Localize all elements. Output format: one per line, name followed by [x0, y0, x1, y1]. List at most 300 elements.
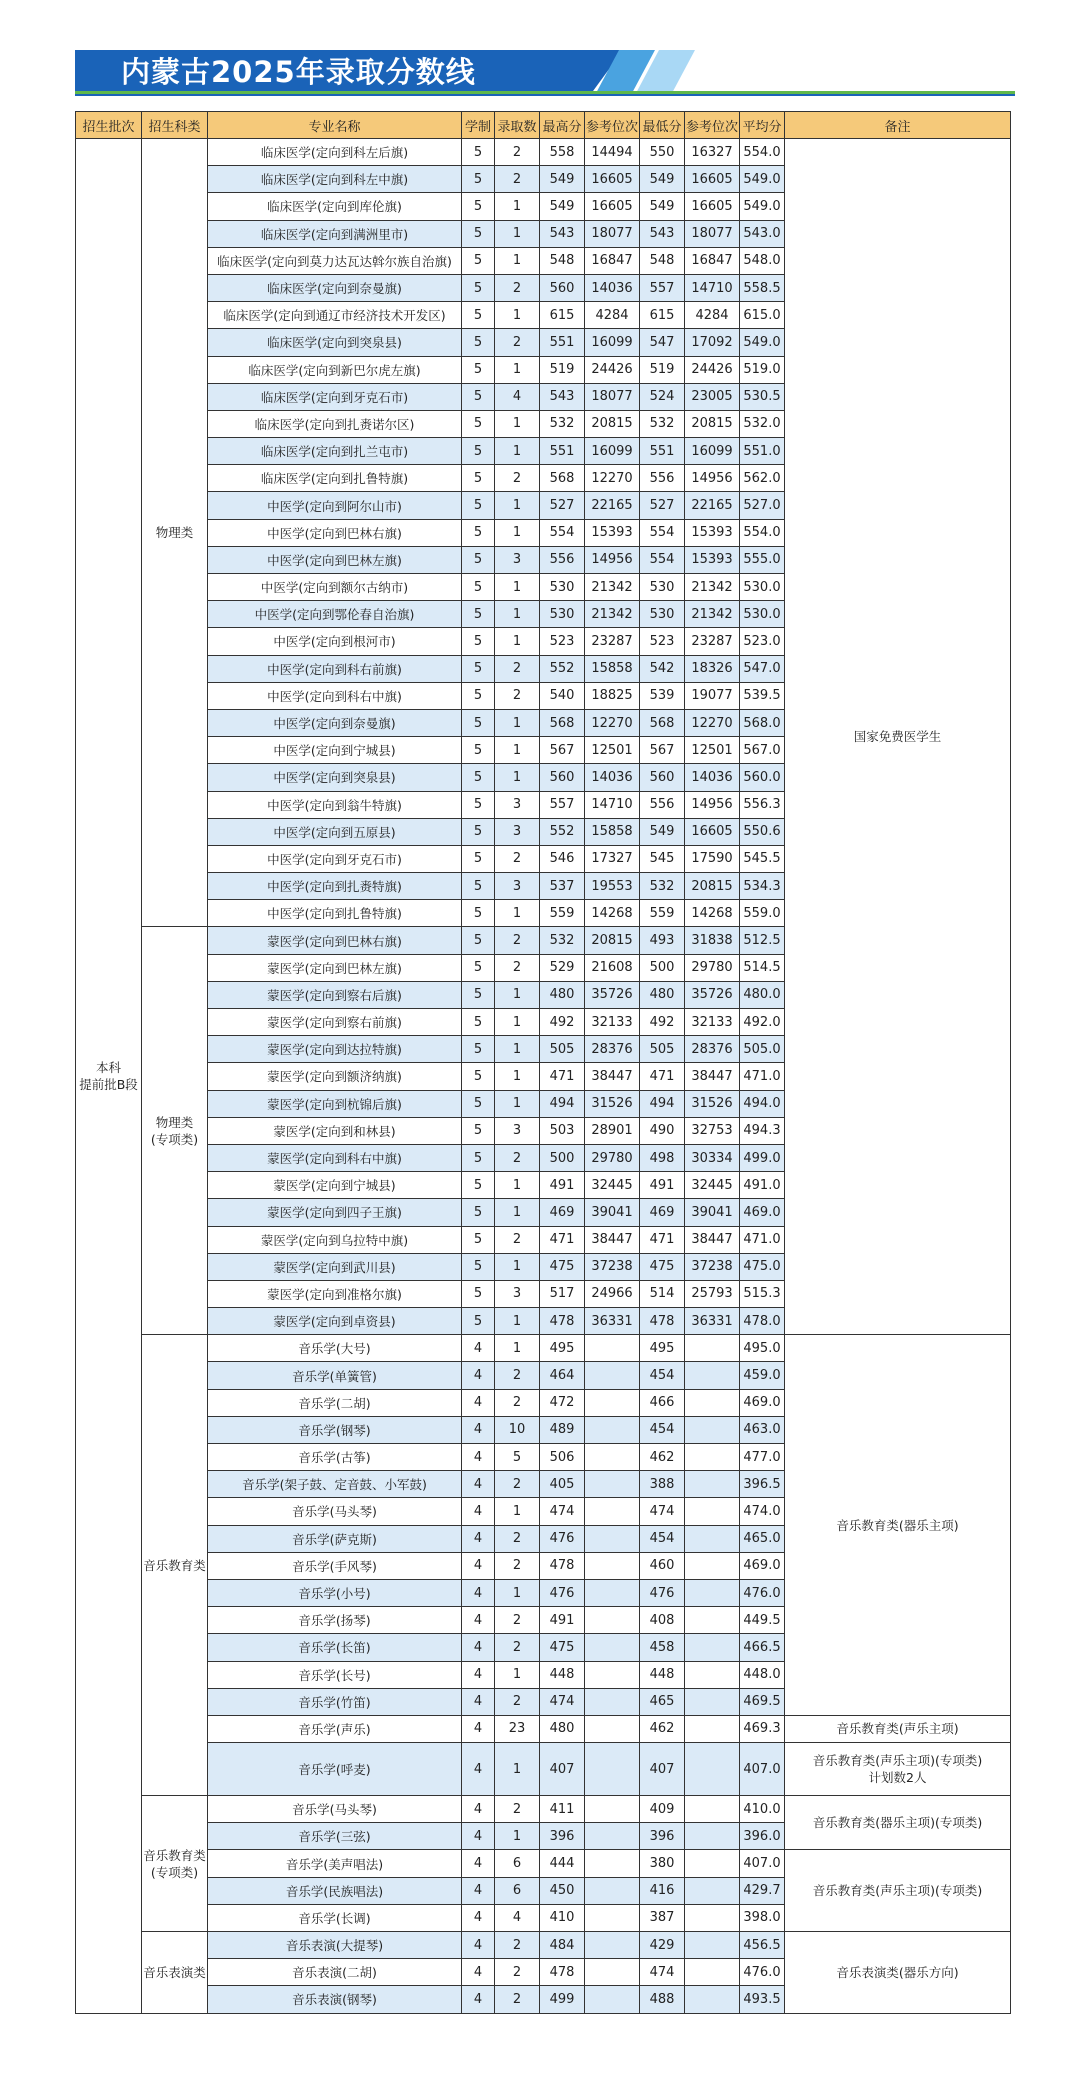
duration: 5 — [462, 601, 495, 628]
max-score: 552 — [540, 655, 585, 682]
duration: 4 — [462, 1579, 495, 1606]
min-score-rank — [685, 1579, 740, 1606]
max-score: 475 — [540, 1634, 585, 1661]
max-score: 560 — [540, 764, 585, 791]
table-row — [76, 1335, 1011, 1362]
min-score-rank — [685, 1688, 740, 1715]
major-name: 临床医学(定向到奈曼旗) — [208, 274, 462, 301]
admitted-count: 1 — [495, 1823, 540, 1850]
admitted-count: 1 — [495, 764, 540, 791]
min-score-rank: 14956 — [685, 791, 740, 818]
duration: 5 — [462, 166, 495, 193]
min-score-rank: 23287 — [685, 628, 740, 655]
max-score: 549 — [540, 193, 585, 220]
duration: 5 — [462, 574, 495, 601]
admitted-count: 23 — [495, 1715, 540, 1742]
duration: 5 — [462, 1009, 495, 1036]
major-name: 音乐学(萨克斯) — [208, 1525, 462, 1552]
max-score: 540 — [540, 682, 585, 709]
duration: 5 — [462, 682, 495, 709]
min-score-rank: 15393 — [685, 519, 740, 546]
min-score-rank: 38447 — [685, 1226, 740, 1253]
max-score-rank — [585, 1498, 640, 1525]
major-name: 中医学(定向到扎赉特旗) — [208, 873, 462, 900]
min-score: 556 — [640, 791, 685, 818]
major-name: 中医学(定向到扎鲁特旗) — [208, 900, 462, 927]
major-name: 音乐学(架子鼓、定音鼓、小军鼓) — [208, 1471, 462, 1498]
avg-score: 448.0 — [740, 1661, 785, 1688]
min-score: 454 — [640, 1416, 685, 1443]
max-score-rank: 4284 — [585, 302, 640, 329]
min-score: 568 — [640, 709, 685, 736]
major-name: 蒙医学(定向到额济纳旗) — [208, 1063, 462, 1090]
major-name: 音乐学(竹笛) — [208, 1688, 462, 1715]
admitted-count: 1 — [495, 438, 540, 465]
major-name: 蒙医学(定向到巴林左旗) — [208, 954, 462, 981]
avg-score: 474.0 — [740, 1498, 785, 1525]
major-name: 临床医学(定向到科左后旗) — [208, 139, 462, 166]
max-score-rank: 15393 — [585, 519, 640, 546]
avg-score: 556.3 — [740, 791, 785, 818]
min-score-rank: 23005 — [685, 383, 740, 410]
duration: 4 — [462, 1661, 495, 1688]
duration: 5 — [462, 193, 495, 220]
avg-score: 539.5 — [740, 682, 785, 709]
max-score-rank: 15858 — [585, 818, 640, 845]
max-score-rank: 31526 — [585, 1090, 640, 1117]
max-score: 495 — [540, 1335, 585, 1362]
avg-score: 475.0 — [740, 1253, 785, 1280]
min-score: 469 — [640, 1199, 685, 1226]
admitted-count: 1 — [495, 709, 540, 736]
avg-score: 560.0 — [740, 764, 785, 791]
max-score-rank: 18077 — [585, 220, 640, 247]
category-cell: 音乐表演类 — [142, 1932, 208, 2014]
min-score: 476 — [640, 1579, 685, 1606]
duration: 4 — [462, 1362, 495, 1389]
max-score: 450 — [540, 1877, 585, 1904]
min-score: 556 — [640, 465, 685, 492]
admitted-count: 1 — [495, 193, 540, 220]
max-score-rank: 37238 — [585, 1253, 640, 1280]
major-name: 音乐学(钢琴) — [208, 1416, 462, 1443]
duration: 5 — [462, 1226, 495, 1253]
min-score: 559 — [640, 900, 685, 927]
min-score-rank: 18077 — [685, 220, 740, 247]
min-score: 554 — [640, 546, 685, 573]
duration: 4 — [462, 1743, 495, 1796]
max-score: 410 — [540, 1904, 585, 1931]
min-score-rank — [685, 1416, 740, 1443]
major-name: 音乐学(民族唱法) — [208, 1877, 462, 1904]
max-score: 494 — [540, 1090, 585, 1117]
min-score-rank: 16099 — [685, 438, 740, 465]
min-score: 458 — [640, 1634, 685, 1661]
avg-score: 530.5 — [740, 383, 785, 410]
min-score-rank: 4284 — [685, 302, 740, 329]
admission-score-table — [75, 111, 1011, 2014]
duration: 5 — [462, 927, 495, 954]
min-score: 549 — [640, 193, 685, 220]
max-score: 405 — [540, 1471, 585, 1498]
duration: 4 — [462, 1552, 495, 1579]
max-score: 529 — [540, 954, 585, 981]
min-score: 448 — [640, 1661, 685, 1688]
max-score-rank: 39041 — [585, 1199, 640, 1226]
max-score: 560 — [540, 274, 585, 301]
admitted-count: 1 — [495, 1009, 540, 1036]
major-name: 中医学(定向到阿尔山市) — [208, 492, 462, 519]
min-score-rank: 22165 — [685, 492, 740, 519]
min-score: 543 — [640, 220, 685, 247]
min-score-rank: 32133 — [685, 1009, 740, 1036]
duration: 5 — [462, 873, 495, 900]
major-name: 音乐学(三弦) — [208, 1823, 462, 1850]
major-name: 临床医学(定向到莫力达瓦达斡尔族自治旗) — [208, 247, 462, 274]
min-score-rank: 14710 — [685, 274, 740, 301]
max-score-rank: 16605 — [585, 166, 640, 193]
min-score: 542 — [640, 655, 685, 682]
admitted-count: 1 — [495, 1172, 540, 1199]
min-score: 539 — [640, 682, 685, 709]
duration: 4 — [462, 1823, 495, 1850]
min-score: 519 — [640, 356, 685, 383]
avg-score: 463.0 — [740, 1416, 785, 1443]
min-score-rank — [685, 1877, 740, 1904]
duration: 4 — [462, 1471, 495, 1498]
min-score-rank: 30334 — [685, 1144, 740, 1171]
major-name: 临床医学(定向到突泉县) — [208, 329, 462, 356]
avg-score: 494.3 — [740, 1117, 785, 1144]
min-score-rank: 31838 — [685, 927, 740, 954]
avg-score: 562.0 — [740, 465, 785, 492]
major-name: 临床医学(定向到通辽市经济技术开发区) — [208, 302, 462, 329]
min-score: 500 — [640, 954, 685, 981]
max-score-rank — [585, 1932, 640, 1959]
min-score-rank: 25793 — [685, 1280, 740, 1307]
min-score: 471 — [640, 1063, 685, 1090]
duration: 4 — [462, 1335, 495, 1362]
max-score: 568 — [540, 465, 585, 492]
category-cell: 物理类 — [142, 139, 208, 927]
min-score: 474 — [640, 1959, 685, 1986]
min-score: 396 — [640, 1823, 685, 1850]
min-score-rank: 12270 — [685, 709, 740, 736]
major-name: 蒙医学(定向到准格尔旗) — [208, 1280, 462, 1307]
major-name: 中医学(定向到宁城县) — [208, 737, 462, 764]
duration: 5 — [462, 546, 495, 573]
admitted-count: 2 — [495, 329, 540, 356]
avg-score: 493.5 — [740, 1986, 785, 2013]
duration: 5 — [462, 709, 495, 736]
admitted-count: 2 — [495, 1362, 540, 1389]
admitted-count: 2 — [495, 954, 540, 981]
major-name: 音乐学(马头琴) — [208, 1498, 462, 1525]
max-score-rank: 32133 — [585, 1009, 640, 1036]
max-score: 543 — [540, 220, 585, 247]
admitted-count: 3 — [495, 1117, 540, 1144]
max-score-rank — [585, 1607, 640, 1634]
admitted-count: 2 — [495, 1932, 540, 1959]
min-score: 549 — [640, 166, 685, 193]
admitted-count: 1 — [495, 1253, 540, 1280]
avg-score: 559.0 — [740, 900, 785, 927]
admitted-count: 1 — [495, 981, 540, 1008]
max-score: 480 — [540, 981, 585, 1008]
admitted-count: 1 — [495, 302, 540, 329]
max-score: 491 — [540, 1172, 585, 1199]
major-name: 蒙医学(定向到卓资县) — [208, 1308, 462, 1335]
avg-score: 505.0 — [740, 1036, 785, 1063]
min-score-rank: 36331 — [685, 1308, 740, 1335]
admitted-count: 2 — [495, 1986, 540, 2013]
avg-score: 495.0 — [740, 1335, 785, 1362]
major-name: 中医学(定向到鄂伦春自治旗) — [208, 601, 462, 628]
min-score: 615 — [640, 302, 685, 329]
min-score-rank: 18326 — [685, 655, 740, 682]
major-name: 中医学(定向到根河市) — [208, 628, 462, 655]
min-score: 466 — [640, 1389, 685, 1416]
major-name: 音乐表演(二胡) — [208, 1959, 462, 1986]
max-score: 615 — [540, 302, 585, 329]
max-score: 567 — [540, 737, 585, 764]
avg-score: 530.0 — [740, 574, 785, 601]
max-score: 551 — [540, 329, 585, 356]
table-row — [76, 1932, 1011, 1959]
max-score: 471 — [540, 1226, 585, 1253]
min-score-rank — [685, 1904, 740, 1931]
max-score-rank — [585, 1444, 640, 1471]
note-cell: 音乐教育类(声乐主项) — [785, 1715, 1011, 1742]
max-score-rank: 14494 — [585, 139, 640, 166]
avg-score: 543.0 — [740, 220, 785, 247]
category-cell: 音乐教育类 — [142, 1335, 208, 1796]
category-cell: 音乐教育类 (专项类) — [142, 1796, 208, 1932]
min-score-rank — [685, 1471, 740, 1498]
major-name: 音乐学(马头琴) — [208, 1796, 462, 1823]
duration: 4 — [462, 1959, 495, 1986]
min-score: 527 — [640, 492, 685, 519]
max-score-rank: 32445 — [585, 1172, 640, 1199]
avg-score: 398.0 — [740, 1904, 785, 1931]
min-score-rank: 35726 — [685, 981, 740, 1008]
major-name: 音乐学(手风琴) — [208, 1552, 462, 1579]
max-score: 558 — [540, 139, 585, 166]
min-score-rank — [685, 1444, 740, 1471]
min-score-rank: 12501 — [685, 737, 740, 764]
admitted-count: 4 — [495, 1904, 540, 1931]
major-name: 蒙医学(定向到察右前旗) — [208, 1009, 462, 1036]
max-score: 474 — [540, 1498, 585, 1525]
avg-score: 567.0 — [740, 737, 785, 764]
duration: 4 — [462, 1904, 495, 1931]
avg-score: 429.7 — [740, 1877, 785, 1904]
admitted-count: 3 — [495, 873, 540, 900]
min-score-rank: 29780 — [685, 954, 740, 981]
max-score: 546 — [540, 845, 585, 872]
max-score: 492 — [540, 1009, 585, 1036]
min-score-rank — [685, 1498, 740, 1525]
avg-score: 549.0 — [740, 166, 785, 193]
min-score-rank: 21342 — [685, 574, 740, 601]
avg-score: 449.5 — [740, 1607, 785, 1634]
table-header-row — [76, 112, 1011, 139]
major-name: 中医学(定向到翁牛特旗) — [208, 791, 462, 818]
avg-score: 532.0 — [740, 410, 785, 437]
duration: 5 — [462, 981, 495, 1008]
avg-score: 491.0 — [740, 1172, 785, 1199]
col-header-max-rank: 参考位次 — [585, 112, 640, 139]
duration: 5 — [462, 1199, 495, 1226]
min-score: 471 — [640, 1226, 685, 1253]
max-score-rank — [585, 1959, 640, 1986]
admitted-count: 2 — [495, 1389, 540, 1416]
admitted-count: 2 — [495, 1688, 540, 1715]
duration: 4 — [462, 1389, 495, 1416]
major-name: 音乐学(声乐) — [208, 1715, 462, 1742]
note-cell: 国家免费医学生 — [785, 139, 1011, 1335]
max-score: 556 — [540, 546, 585, 573]
major-name: 音乐表演(大提琴) — [208, 1932, 462, 1959]
major-name: 临床医学(定向到新巴尔虎左旗) — [208, 356, 462, 383]
admitted-count: 10 — [495, 1416, 540, 1443]
max-score-rank: 24426 — [585, 356, 640, 383]
duration: 4 — [462, 1850, 495, 1877]
admitted-count: 2 — [495, 1634, 540, 1661]
duration: 5 — [462, 1117, 495, 1144]
duration: 4 — [462, 1986, 495, 2013]
min-score-rank: 14956 — [685, 465, 740, 492]
max-score: 557 — [540, 791, 585, 818]
max-score: 549 — [540, 166, 585, 193]
max-score-rank: 16099 — [585, 438, 640, 465]
min-score-rank: 14036 — [685, 764, 740, 791]
min-score-rank — [685, 1743, 740, 1796]
major-name: 音乐学(二胡) — [208, 1389, 462, 1416]
avg-score: 459.0 — [740, 1362, 785, 1389]
major-name: 中医学(定向到科右前旗) — [208, 655, 462, 682]
admitted-count: 2 — [495, 1471, 540, 1498]
major-name: 临床医学(定向到库伦旗) — [208, 193, 462, 220]
min-score-rank: 16605 — [685, 193, 740, 220]
min-score: 523 — [640, 628, 685, 655]
avg-score: 469.0 — [740, 1199, 785, 1226]
major-name: 蒙医学(定向到察右后旗) — [208, 981, 462, 1008]
max-score: 506 — [540, 1444, 585, 1471]
duration: 5 — [462, 1144, 495, 1171]
duration: 4 — [462, 1416, 495, 1443]
major-name: 蒙医学(定向到巴林右旗) — [208, 927, 462, 954]
min-score: 408 — [640, 1607, 685, 1634]
max-score-rank: 23287 — [585, 628, 640, 655]
duration: 4 — [462, 1796, 495, 1823]
admitted-count: 2 — [495, 166, 540, 193]
max-score: 532 — [540, 927, 585, 954]
admitted-count: 1 — [495, 519, 540, 546]
duration: 4 — [462, 1525, 495, 1552]
min-score: 547 — [640, 329, 685, 356]
avg-score: 514.5 — [740, 954, 785, 981]
min-score-rank — [685, 1335, 740, 1362]
title-banner — [75, 50, 1015, 95]
min-score: 462 — [640, 1715, 685, 1742]
duration: 5 — [462, 410, 495, 437]
avg-score: 534.3 — [740, 873, 785, 900]
min-score: 548 — [640, 247, 685, 274]
col-header-avg: 平均分 — [740, 112, 785, 139]
max-score-rank — [585, 1688, 640, 1715]
avg-score: 492.0 — [740, 1009, 785, 1036]
max-score-rank: 16847 — [585, 247, 640, 274]
max-score-rank: 12270 — [585, 465, 640, 492]
avg-score: 549.0 — [740, 193, 785, 220]
avg-score: 466.5 — [740, 1634, 785, 1661]
major-name: 临床医学(定向到扎赉诺尔区) — [208, 410, 462, 437]
max-score: 500 — [540, 1144, 585, 1171]
min-score: 491 — [640, 1172, 685, 1199]
duration: 5 — [462, 356, 495, 383]
duration: 5 — [462, 845, 495, 872]
max-score: 489 — [540, 1416, 585, 1443]
avg-score: 471.0 — [740, 1063, 785, 1090]
duration: 5 — [462, 791, 495, 818]
major-name: 音乐学(小号) — [208, 1579, 462, 1606]
duration: 5 — [462, 764, 495, 791]
admitted-count: 1 — [495, 1036, 540, 1063]
admitted-count: 3 — [495, 791, 540, 818]
min-score: 545 — [640, 845, 685, 872]
admitted-count: 1 — [495, 1090, 540, 1117]
admitted-count: 6 — [495, 1850, 540, 1877]
max-score-rank — [585, 1389, 640, 1416]
max-score-rank: 14956 — [585, 546, 640, 573]
avg-score: 554.0 — [740, 519, 785, 546]
major-name: 蒙医学(定向到科右中旗) — [208, 1144, 462, 1171]
max-score: 478 — [540, 1308, 585, 1335]
duration: 5 — [462, 1253, 495, 1280]
admitted-count: 2 — [495, 927, 540, 954]
avg-score: 478.0 — [740, 1308, 785, 1335]
avg-score: 469.0 — [740, 1552, 785, 1579]
table-row — [76, 139, 1011, 166]
duration: 4 — [462, 1607, 495, 1634]
avg-score: 554.0 — [740, 139, 785, 166]
duration: 5 — [462, 1172, 495, 1199]
table-row — [76, 1715, 1011, 1742]
min-score-rank — [685, 1525, 740, 1552]
max-score-rank: 38447 — [585, 1226, 640, 1253]
max-score: 480 — [540, 1715, 585, 1742]
duration: 5 — [462, 1063, 495, 1090]
admitted-count: 1 — [495, 1743, 540, 1796]
avg-score: 471.0 — [740, 1226, 785, 1253]
min-score-rank: 16847 — [685, 247, 740, 274]
max-score-rank: 21342 — [585, 574, 640, 601]
col-header-max: 最高分 — [540, 112, 585, 139]
admitted-count: 2 — [495, 1144, 540, 1171]
duration: 5 — [462, 274, 495, 301]
min-score: 465 — [640, 1688, 685, 1715]
avg-score: 550.6 — [740, 818, 785, 845]
max-score: 552 — [540, 818, 585, 845]
max-score-rank: 14036 — [585, 764, 640, 791]
admitted-count: 1 — [495, 1199, 540, 1226]
major-name: 蒙医学(定向到武川县) — [208, 1253, 462, 1280]
duration: 5 — [462, 1280, 495, 1307]
duration: 4 — [462, 1498, 495, 1525]
col-header-years: 学制 — [462, 112, 495, 139]
batch-cell: 本科 提前批B段 — [76, 139, 142, 2014]
